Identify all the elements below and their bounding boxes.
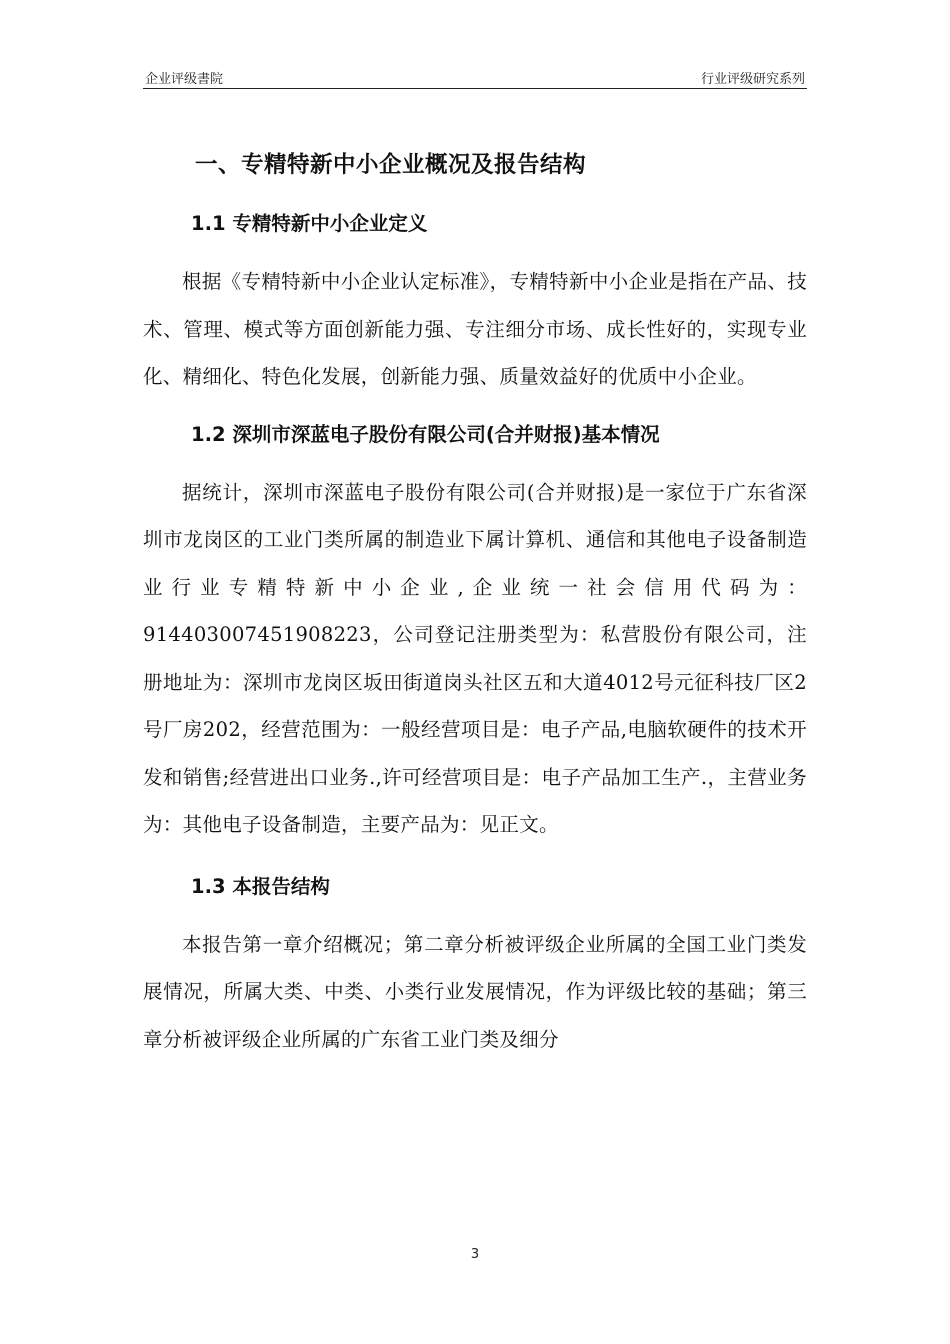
subsection-heading-1-2: 1.2 深圳市深蓝电子股份有限公司(合并财报)基本情况 — [191, 422, 660, 446]
page-content — [143, 140, 807, 1063]
header-series: 行业评级研究系列 — [700, 72, 805, 87]
page-header — [143, 66, 807, 89]
paragraph-company-info: 据统计，深圳市深蓝电子股份有限公司(合并财报)是一家位于广东省深圳市龙岗区的工业门类所属的制造业下属计算机、通信和其他电子设备制造业行业专精特新中小企业,企业统一社会信用代码为：914403007451908223，公司登记注册类型为：私营股份有限公司，注册地址为：深圳市龙岗区坂田街道岗头社区五和大道4012号元征科技厂区2号厂房202，经营范围为：一般经营项目是：电子产品,电脑软硬件的技术开发和销售;经营进出口业务.,许可经营项目是：电子产品加工生产.，主营业务为：其他电子设备制造，主要产品为：见正文。 — [143, 480, 807, 836]
section-title: 一、专精特新中小企业概况及报告结构 — [195, 152, 587, 178]
paragraph-definition: 根据《专精特新中小企业认定标准》，专精特新中小企业是指在产品、技术、管理、模式等方面创新能力强、专注细分市场、成长性好的，实现专业化、精细化、特色化发展，创新能力强、质量效益好的优质中小企业。 — [143, 270, 807, 388]
paragraph-report-structure: 本报告第一章介绍概况；第二章分析被评级企业所属的全国工业门类发展情况，所属大类、中类、小类行业发展情况，作为评级比较的基础；第三章分析被评级企业所属的广东省工业门类及细分 — [143, 932, 807, 1051]
page-number: 3 — [470, 1247, 480, 1262]
subsection-heading-1-3: 1.3 本报告结构 — [191, 874, 330, 898]
subsection-heading-1-1: 1.1 专精特新中小企业定义 — [191, 212, 428, 235]
header-publisher: 企业评级書院 — [145, 72, 224, 87]
